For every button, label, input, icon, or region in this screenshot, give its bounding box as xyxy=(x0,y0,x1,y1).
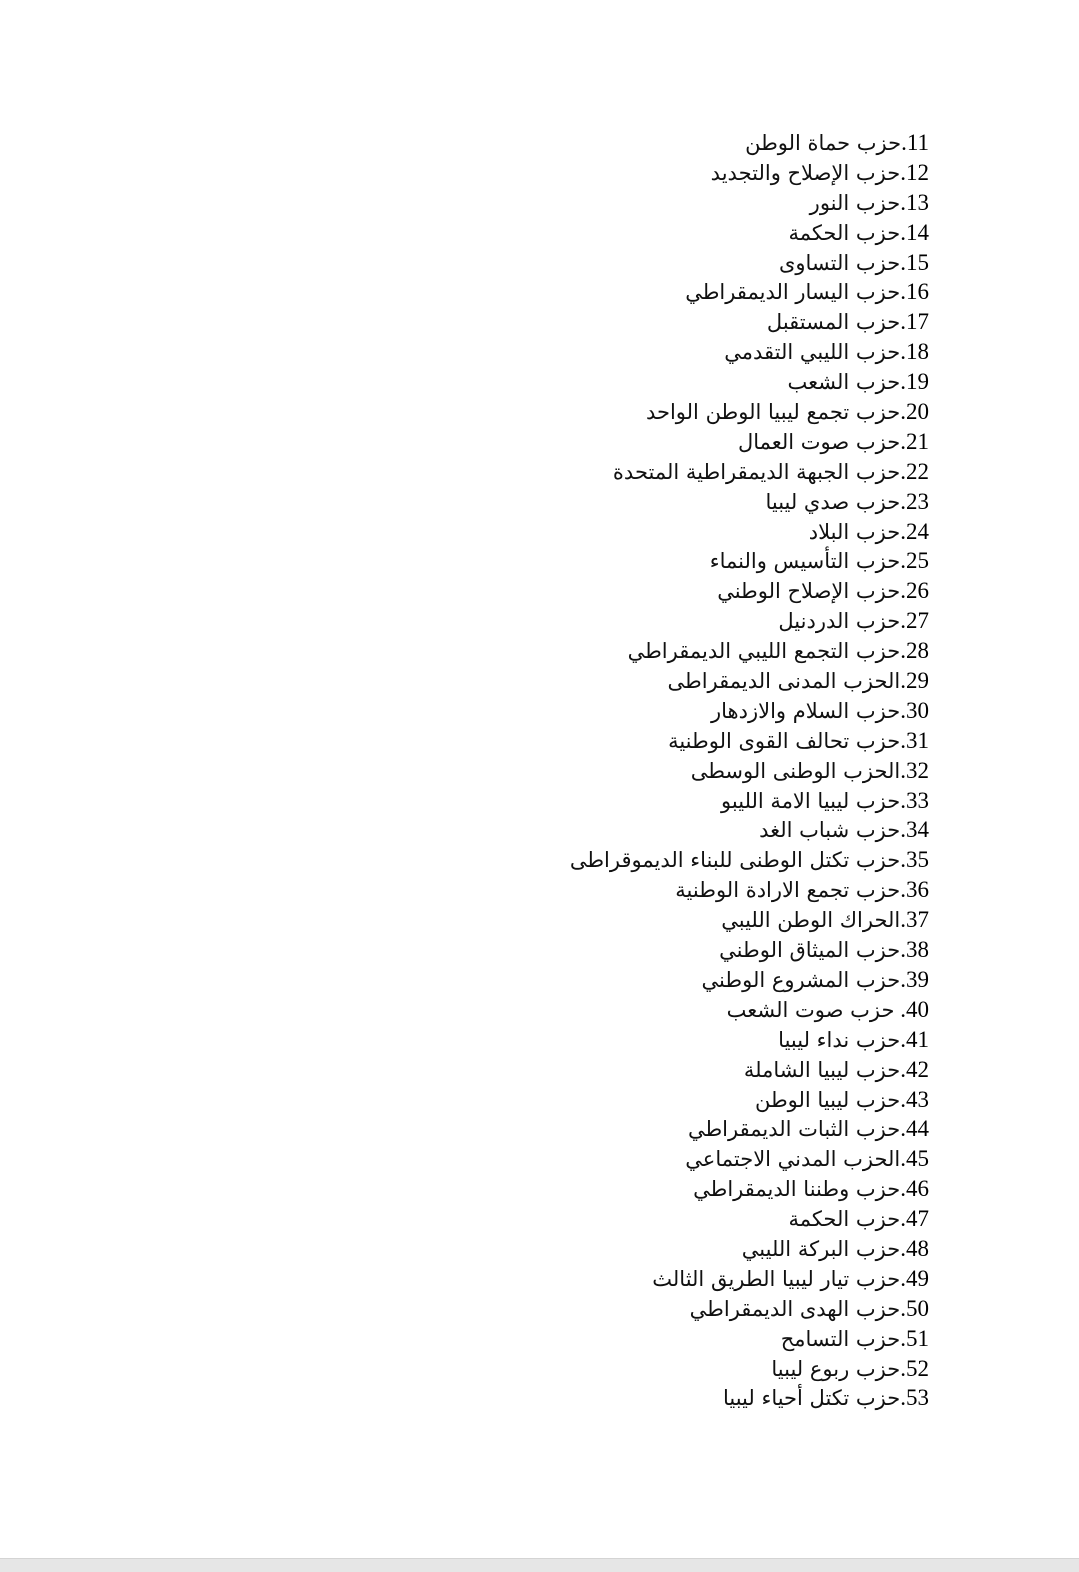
item-number: 52. xyxy=(900,1355,929,1381)
list-item xyxy=(570,845,929,875)
party-name: حزب ربوع ليبيا xyxy=(771,1356,901,1381)
item-number: 39. xyxy=(900,966,929,992)
party-name: حزب الثبات الديمقراطي xyxy=(687,1117,901,1142)
list-item xyxy=(570,218,929,248)
item-number: 44. xyxy=(900,1116,929,1142)
item-number: 22. xyxy=(900,458,929,484)
item-number: 32. xyxy=(900,757,929,783)
party-name: حزب حماة الوطن xyxy=(745,131,902,155)
item-number: 40. xyxy=(894,996,929,1022)
party-name: الحزب الوطنى الوسطى xyxy=(690,758,901,783)
viewer-bottom-strip xyxy=(0,1558,1079,1572)
party-name: حزب صوت الشعب xyxy=(726,997,895,1022)
list-item xyxy=(570,457,929,487)
party-name: حزب الإصلاح والتجديد xyxy=(710,160,901,185)
item-number: 42. xyxy=(900,1056,929,1082)
party-name: حزب النور xyxy=(809,190,901,215)
party-name: الحراك الوطن الليبي xyxy=(721,908,901,933)
list-item xyxy=(570,786,929,816)
list-item xyxy=(570,337,929,367)
list-item xyxy=(570,1085,929,1115)
item-number: 20. xyxy=(900,399,929,425)
party-name: حزب البركة الليبي xyxy=(741,1236,901,1261)
item-number: 41. xyxy=(900,1026,929,1052)
party-name: حزب المستقبل xyxy=(766,310,901,335)
party-name: حزب صدي ليبيا xyxy=(765,489,901,514)
party-name: الحزب المدنى الديمقراطى xyxy=(667,669,901,694)
party-name: الحزب المدني الاجتماعي xyxy=(685,1147,901,1172)
item-number: 49. xyxy=(900,1265,929,1291)
party-name: حزب الميثاق الوطني xyxy=(719,938,901,963)
item-number: 26. xyxy=(900,578,929,604)
item-number: 27. xyxy=(900,608,929,634)
list-item xyxy=(570,1383,929,1413)
list-item xyxy=(570,248,929,278)
list-item xyxy=(570,696,929,726)
item-number: 30. xyxy=(900,697,929,723)
party-name: حزب الحكمة xyxy=(788,1207,901,1232)
item-number: 23. xyxy=(900,488,929,514)
item-number: 21. xyxy=(900,428,929,454)
party-name: حزب التسامح xyxy=(780,1326,901,1351)
party-name: حزب الليبي التقدمي xyxy=(724,340,901,365)
party-name: حزب صوت العمال xyxy=(737,429,901,454)
list-item xyxy=(570,1324,929,1354)
list-item xyxy=(570,726,929,756)
list-item xyxy=(570,128,929,158)
party-name: حزب ليبيا الوطن xyxy=(754,1087,901,1112)
party-name: حزب ليبيا الشاملة xyxy=(743,1057,901,1082)
party-name: حزب الشعب xyxy=(787,370,901,395)
item-number: 28. xyxy=(900,638,929,664)
item-number: 18. xyxy=(900,339,929,365)
list-item xyxy=(570,1174,929,1204)
list-item xyxy=(570,397,929,427)
list-item xyxy=(570,1354,929,1384)
party-name: حزب تيار ليبيا الطريق الثالث xyxy=(652,1266,901,1291)
list-item xyxy=(570,576,929,606)
item-number: 15. xyxy=(900,249,929,275)
party-name: حزب الدردنيل xyxy=(778,609,901,634)
item-number: 43. xyxy=(900,1086,929,1112)
item-number: 14. xyxy=(900,219,929,245)
item-number: 36. xyxy=(900,877,929,903)
item-number: 11. xyxy=(901,130,929,155)
list-item xyxy=(570,277,929,307)
list-item xyxy=(570,935,929,965)
item-number: 13. xyxy=(900,189,929,215)
list-item xyxy=(570,1114,929,1144)
list-item xyxy=(570,158,929,188)
list-item xyxy=(570,965,929,995)
list-item xyxy=(570,905,929,935)
list-item xyxy=(570,307,929,337)
party-name: حزب تكتل الوطنى للبناء الديموقراطى xyxy=(569,848,901,873)
item-number: 46. xyxy=(900,1176,929,1202)
party-name: حزب السلام والازدهار xyxy=(711,698,901,723)
list-item xyxy=(570,517,929,547)
item-number: 19. xyxy=(900,369,929,395)
list-item xyxy=(570,995,929,1025)
item-number: 47. xyxy=(900,1206,929,1232)
item-number: 37. xyxy=(900,907,929,933)
item-number: 45. xyxy=(900,1146,929,1172)
list-item xyxy=(570,756,929,786)
item-number: 38. xyxy=(900,937,929,963)
list-item xyxy=(570,606,929,636)
list-item xyxy=(570,1204,929,1234)
list-item xyxy=(570,666,929,696)
party-name: حزب تكتل أحياء ليبيا xyxy=(722,1386,901,1411)
list-item xyxy=(570,1144,929,1174)
party-name: حزب التساوى xyxy=(778,250,901,275)
list-item xyxy=(570,636,929,666)
list-item xyxy=(570,188,929,218)
item-number: 12. xyxy=(900,159,929,185)
party-name: حزب اليسار الديمقراطي xyxy=(685,280,901,305)
list-item xyxy=(570,875,929,905)
item-number: 25. xyxy=(900,548,929,574)
item-number: 17. xyxy=(900,309,929,335)
list-item xyxy=(570,1264,929,1294)
list-item xyxy=(570,367,929,397)
party-name: حزب الهدى الديمقراطي xyxy=(689,1296,901,1321)
party-list xyxy=(570,128,929,1413)
list-item xyxy=(570,546,929,576)
list-item xyxy=(570,427,929,457)
party-name: حزب ليبيا الامة الليبو xyxy=(721,788,901,813)
party-name: حزب التجمع الليبي الديمقراطي xyxy=(627,639,901,664)
item-number: 31. xyxy=(900,727,929,753)
list-item xyxy=(570,1234,929,1264)
item-number: 51. xyxy=(900,1325,929,1351)
party-name: حزب الجبهة الديمقراطية المتحدة xyxy=(612,459,901,484)
party-name: حزب التأسيس والنماء xyxy=(709,549,901,574)
party-name: حزب تجمع الارادة الوطنية xyxy=(675,878,901,903)
item-number: 16. xyxy=(900,279,929,305)
item-number: 48. xyxy=(900,1235,929,1261)
item-number: 35. xyxy=(900,847,929,873)
party-name: حزب تجمع ليبيا الوطن الواحد xyxy=(645,400,901,425)
item-number: 29. xyxy=(900,668,929,694)
party-name: حزب الحكمة xyxy=(788,220,901,245)
party-name: حزب الإصلاح الوطني xyxy=(717,579,901,604)
list-item xyxy=(570,815,929,845)
list-item xyxy=(570,1055,929,1085)
party-name: حزب نداء ليبيا xyxy=(778,1027,901,1052)
list-item xyxy=(570,1294,929,1324)
item-number: 53. xyxy=(900,1385,929,1411)
list-item xyxy=(570,487,929,517)
list-item xyxy=(570,1025,929,1055)
party-name: حزب المشروع الوطني xyxy=(701,967,901,992)
item-number: 34. xyxy=(900,817,929,843)
item-number: 24. xyxy=(900,518,929,544)
party-name: حزب وطننا الديمقراطي xyxy=(693,1177,901,1202)
item-number: 33. xyxy=(900,787,929,813)
item-number: 50. xyxy=(900,1295,929,1321)
party-name: حزب شباب الغد xyxy=(759,818,901,843)
party-name: حزب البلاد xyxy=(808,519,901,544)
party-name: حزب تحالف القوى الوطنية xyxy=(668,728,901,753)
